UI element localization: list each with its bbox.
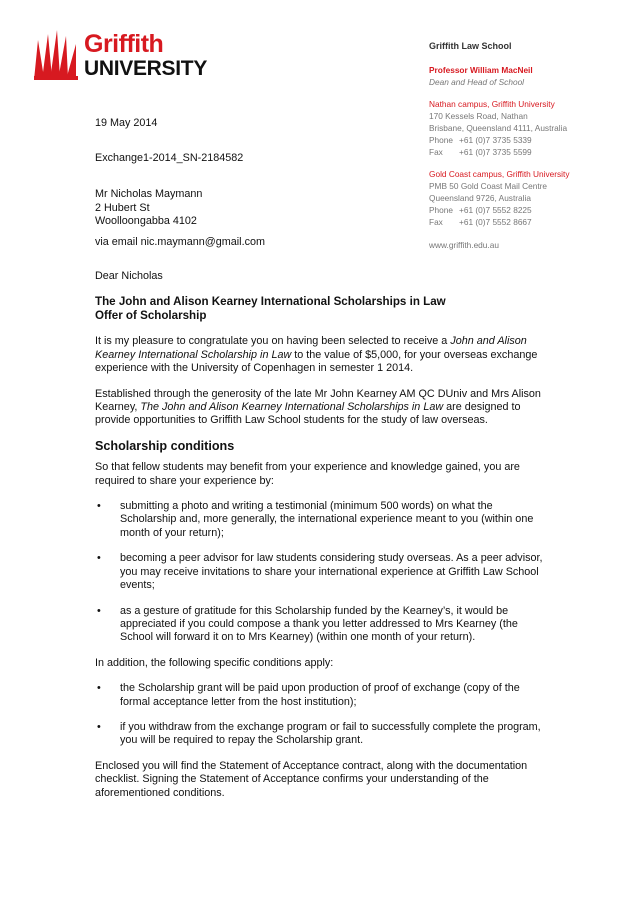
nathan-phone-row [429, 135, 629, 147]
goldcoast-fax: +61 (0)7 5552 8667 [459, 216, 532, 227]
goldcoast-fax-label: Fax [429, 216, 443, 227]
p1-part-c: to the value of $5,000, for your overseas exchange experience with the University of Copenhagen in semester 1 2014. [95, 348, 538, 375]
paragraph-congratulations [95, 335, 545, 375]
paragraph-enclosed: Enclosed you will find the Statement of Acceptance contract, along with the documentation checklist. Signing the Statement of Acceptance confirms your understanding of the aforementioned conditions. [95, 759, 528, 799]
p2-part-c: are designed to provide opportunities to Griffith Law School students for the study of law overseas. [95, 401, 521, 427]
goldcoast-fax-row [429, 217, 629, 229]
nathan-campus-title: Nathan campus, Griffith University [429, 99, 555, 110]
goldcoast-phone-row [429, 205, 629, 217]
p1-part-a: It is my pleasure to congratulate you on having been selected to receive a [95, 335, 451, 348]
goldcoast-phone-label: Phone [429, 204, 453, 215]
letter-body [95, 270, 545, 812]
goldcoast-phone: +61 (0)7 5552 8225 [459, 204, 532, 215]
salutation: Dear Nicholas [95, 270, 163, 282]
conditions-heading: Scholarship conditions [95, 438, 235, 453]
list-item: • as a gesture of gratitude for this Scholarship funded by the Kearney’s, it would be appreciated if you could compose a thank you letter addressed to Mrs Kearney (the School will forward it on to Mrs Kearney) (within one month of your return). [95, 605, 545, 645]
contact-block [429, 41, 629, 252]
experience-conditions-list [95, 500, 545, 645]
title-line-1: The John and Alison Kearney International Scholarships in Law [95, 295, 446, 309]
recipient-name: Mr Nicholas Maymann [95, 188, 203, 200]
via-email: via email nic.maymann@gmail.com [95, 236, 265, 248]
specific-conditions-list [95, 682, 545, 748]
goldcoast-city: Queensland 9726, Australia [429, 192, 531, 203]
nathan-fax: +61 (0)7 3735 5599 [459, 146, 532, 157]
paragraph-specific-conditions: In addition, the following specific conditions apply: [95, 656, 334, 669]
list-item: • submitting a photo and writing a testimonial (minimum 500 words) on what the Scholarship and, more generally, the international experience meant to you (within one month of your return); [95, 500, 545, 540]
website-link[interactable]: www.griffith.edu.au [429, 240, 499, 251]
letter-title [95, 295, 545, 323]
p1-scholarship-name: John and Alison Kearney International Scholarship in Law [95, 335, 527, 361]
list-item: • the Scholarship grant will be paid upon production of proof of exchange (copy of the formal acceptance letter from the host institution); [95, 682, 545, 709]
nathan-fax-row [429, 147, 629, 159]
recipient-address [95, 188, 202, 229]
list-item: • becoming a peer advisor for law students considering study overseas. As a peer advisor, you may receive invitations to share your international experience at Griffith Law School events; [95, 552, 545, 592]
p2-scholarship-name: The John and Alison Kearney International Scholarships in Law [140, 401, 444, 414]
nathan-phone-label: Phone [429, 134, 453, 145]
goldcoast-campus-title: Gold Coast campus, Griffith University [429, 169, 570, 180]
nathan-phone: +61 (0)7 3735 5339 [459, 134, 532, 145]
nathan-street: 170 Kessels Road, Nathan [429, 111, 528, 122]
paragraph-established [95, 388, 545, 428]
letter-date: 19 May 2014 [95, 117, 158, 129]
professor-name: Professor William MacNeil [429, 64, 533, 75]
goldcoast-street: PMB 50 Gold Coast Mail Centre [429, 181, 548, 192]
list-item: • if you withdraw from the exchange program or fail to successfully complete the program, you will be required to repay the Scholarship grant. [95, 721, 545, 748]
reference-number: Exchange1-2014_SN-2184582 [95, 152, 244, 164]
griffith-logo [32, 30, 212, 82]
recipient-suburb: Woolloongabba 4102 [95, 215, 197, 227]
title-line-2: Offer of Scholarship [95, 309, 207, 323]
nathan-city: Brisbane, Queensland 4111, Australia [429, 122, 568, 133]
nathan-fax-label: Fax [429, 146, 443, 157]
logo-wordmark: Griffith [84, 30, 164, 58]
logo-subtitle: UNIVERSITY [84, 57, 208, 80]
recipient-street: 2 Hubert St [95, 201, 150, 214]
p2-part-a: Established through the generosity of the late Mr John Kearney AM QC DUniv and Mrs Alison Kearney, [95, 387, 541, 414]
paragraph-share-experience: So that fellow students may benefit from your experience and knowledge gained, you are required to share your experience by: [95, 461, 520, 487]
griffith-flame-icon [32, 30, 82, 82]
professor-role: Dean and Head of School [429, 76, 525, 87]
school-name: Griffith Law School [429, 41, 512, 51]
